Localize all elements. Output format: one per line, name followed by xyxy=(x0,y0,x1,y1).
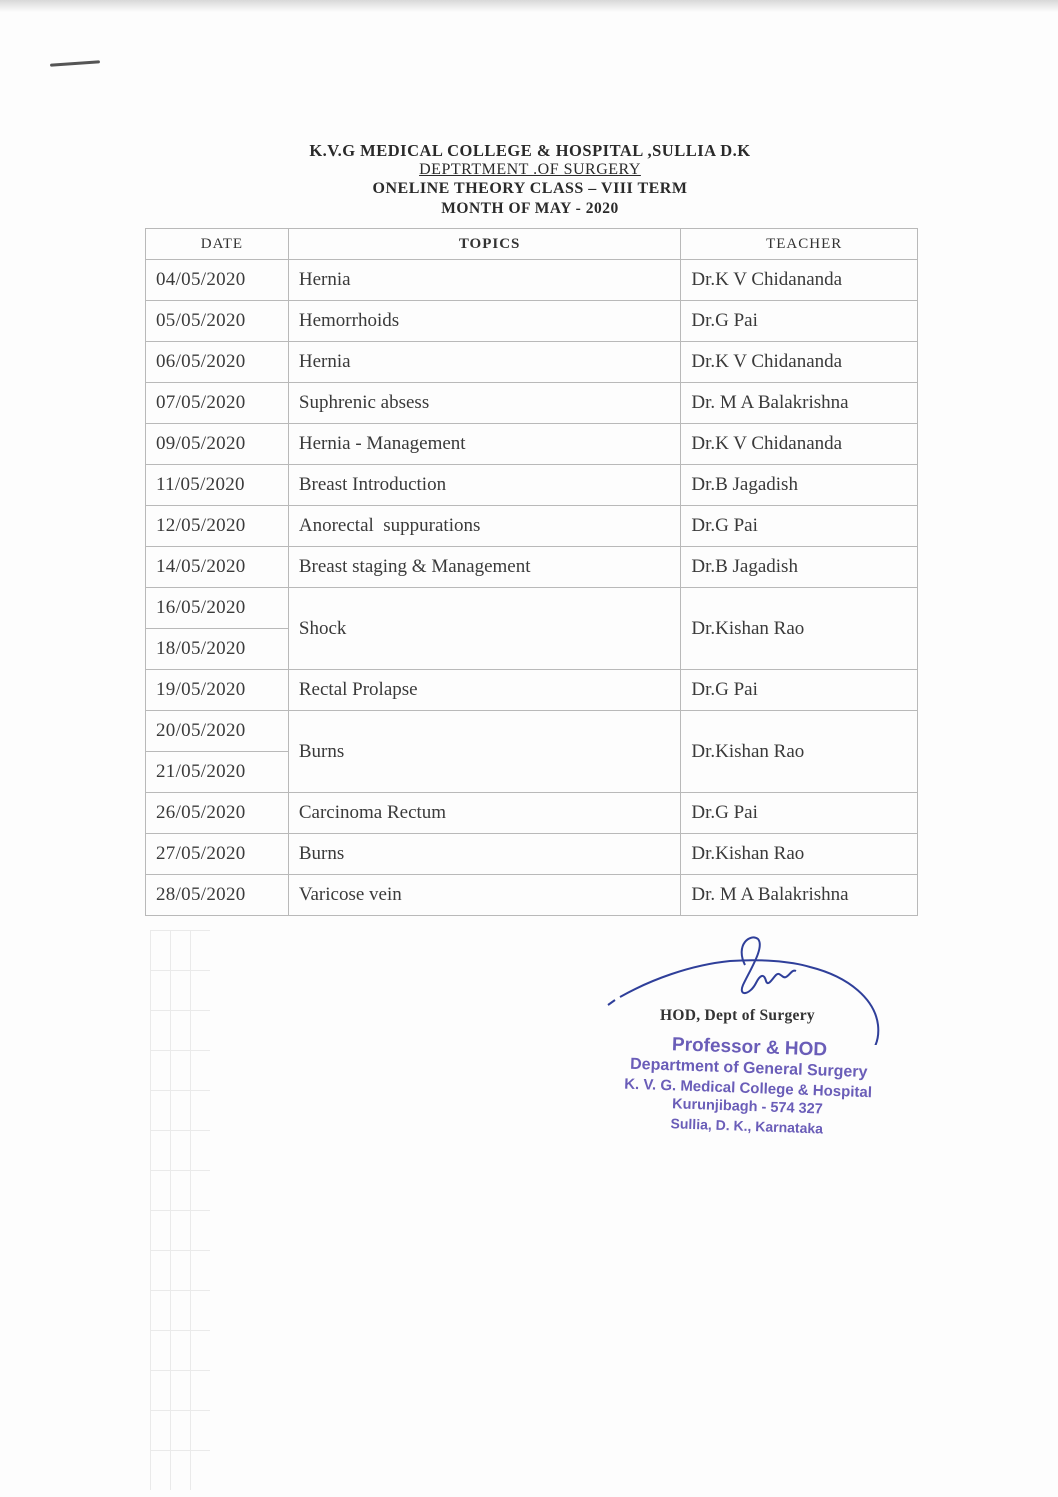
row-teacher: Dr.K V Chidananda xyxy=(681,342,918,383)
stamp-line-4: Kurunjibagh - 574 327 xyxy=(671,1096,824,1118)
header-date: DATE xyxy=(146,229,289,260)
row-date: 11/05/2020 xyxy=(146,465,289,506)
row-teacher: Dr.B Jagadish xyxy=(681,547,918,588)
row-date: 18/05/2020 xyxy=(146,629,289,670)
row-date: 07/05/2020 xyxy=(146,383,289,424)
row-date: 06/05/2020 xyxy=(146,342,289,383)
table-row xyxy=(146,301,918,342)
stamp-line-5: Sullia, D. K., Karnataka xyxy=(670,1115,824,1137)
table-row xyxy=(146,547,918,588)
row-topic: Hernia xyxy=(288,260,680,301)
signatory-title: HOD, Dept of Surgery xyxy=(660,1007,815,1024)
row-topic: Carcinoma Rectum xyxy=(288,793,680,834)
row-date: 12/05/2020 xyxy=(146,506,289,547)
stamp-line-3: K. V. G. Medical College & Hospital xyxy=(623,1075,873,1102)
row-teacher: Dr.G Pai xyxy=(681,793,918,834)
class-title: ONELINE THEORY CLASS – VIII TERM xyxy=(372,180,688,197)
header-topics: TOPICS xyxy=(288,229,680,260)
row-topic: Shock xyxy=(288,588,680,670)
scan-mark xyxy=(50,60,100,66)
row-teacher: Dr.G Pai xyxy=(681,670,918,711)
row-date: 16/05/2020 xyxy=(146,588,289,629)
row-topic: Hernia - Management xyxy=(288,424,680,465)
table-row xyxy=(146,424,918,465)
stamp-line-2: Department of General Surgery xyxy=(629,1055,868,1082)
row-topic: Suphrenic absess xyxy=(288,383,680,424)
handwritten-signature xyxy=(560,925,920,1045)
college-name: K.V.G MEDICAL COLLEGE & HOSPITAL ,SULLIA D.K xyxy=(309,141,751,160)
scan-shadow xyxy=(0,0,1058,12)
table-row xyxy=(146,834,918,875)
row-date: 04/05/2020 xyxy=(146,260,289,301)
signature-block xyxy=(560,925,920,1165)
schedule-table xyxy=(145,228,918,916)
row-date: 21/05/2020 xyxy=(146,752,289,793)
table-row xyxy=(146,588,918,629)
official-stamp xyxy=(577,1031,920,1142)
table-row xyxy=(146,506,918,547)
row-topic: Hemorrhoids xyxy=(288,301,680,342)
row-teacher: Dr. M A Balakrishna xyxy=(681,383,918,424)
table-row xyxy=(146,383,918,424)
table-row xyxy=(146,670,918,711)
month-title: MONTH OF MAY - 2020 xyxy=(441,200,619,217)
table-row xyxy=(146,260,918,301)
row-teacher: Dr.Kishan Rao xyxy=(681,711,918,793)
header-teacher: TEACHER xyxy=(681,229,918,260)
row-date: 05/05/2020 xyxy=(146,301,289,342)
row-teacher: Dr.K V Chidananda xyxy=(681,260,918,301)
row-teacher: Dr.K V Chidananda xyxy=(681,424,918,465)
row-teacher: Dr.Kishan Rao xyxy=(681,588,918,670)
table-row xyxy=(146,711,918,752)
row-teacher: Dr.G Pai xyxy=(681,301,918,342)
row-topic: Burns xyxy=(288,711,680,793)
row-teacher: Dr.B Jagadish xyxy=(681,465,918,506)
row-date: 28/05/2020 xyxy=(146,875,289,916)
row-topic: Breast staging & Management xyxy=(288,547,680,588)
row-teacher: Dr. M A Balakrishna xyxy=(681,875,918,916)
bleed-through-grid xyxy=(150,930,210,1490)
row-topic: Rectal Prolapse xyxy=(288,670,680,711)
row-topic: Hernia xyxy=(288,342,680,383)
stamp-line-1: Professor & HOD xyxy=(671,1034,828,1061)
row-topic: Varicose vein xyxy=(288,875,680,916)
table-row xyxy=(146,793,918,834)
row-teacher: Dr.Kishan Rao xyxy=(681,834,918,875)
row-date: 20/05/2020 xyxy=(146,711,289,752)
row-date: 27/05/2020 xyxy=(146,834,289,875)
row-date: 26/05/2020 xyxy=(146,793,289,834)
row-topic: Breast Introduction xyxy=(288,465,680,506)
row-teacher: Dr.G Pai xyxy=(681,506,918,547)
row-date: 09/05/2020 xyxy=(146,424,289,465)
table-row xyxy=(146,875,918,916)
table-row xyxy=(146,465,918,506)
table-header-row xyxy=(146,229,918,260)
table-row xyxy=(146,342,918,383)
row-date: 19/05/2020 xyxy=(146,670,289,711)
row-topic: Burns xyxy=(288,834,680,875)
row-date: 14/05/2020 xyxy=(146,547,289,588)
row-topic: Anorectal suppurations xyxy=(288,506,680,547)
department-name: DEPTRTMENT .OF SURGERY xyxy=(419,161,641,178)
